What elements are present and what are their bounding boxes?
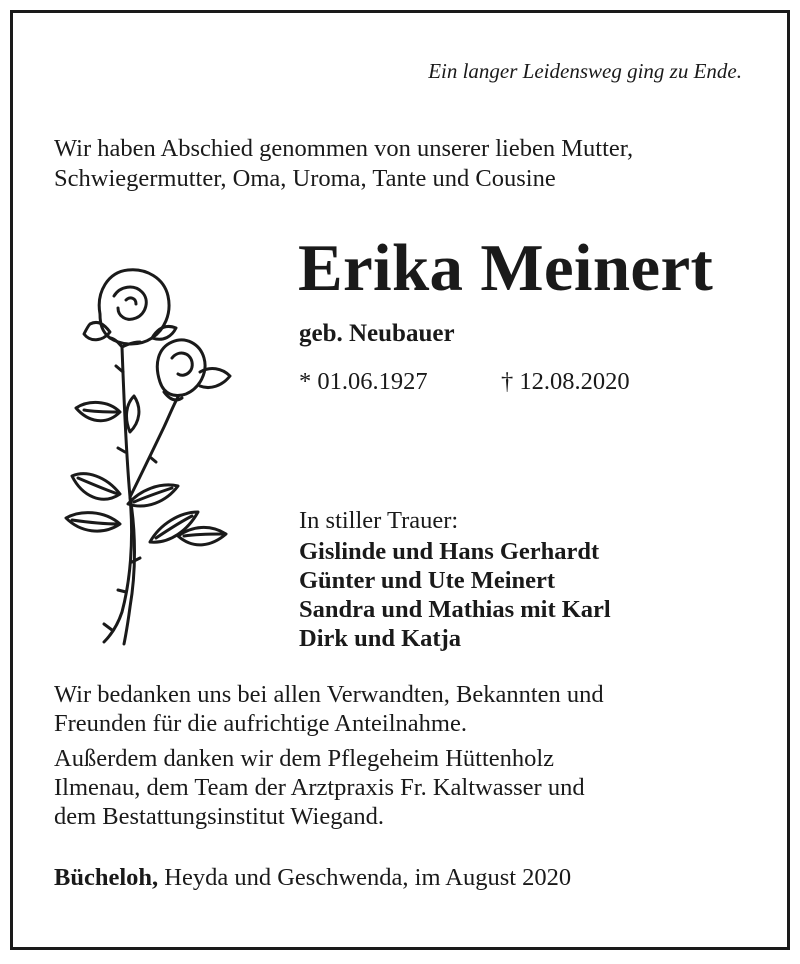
thanks-paragraph	[54, 680, 604, 738]
thanks-paragraph	[54, 744, 604, 831]
deceased-name: Erika Meinert	[298, 231, 714, 305]
mourner-entry: Günter und Ute Meinert	[299, 567, 556, 594]
closing-place: Bücheloh,	[54, 864, 159, 891]
thanks-line: Freunden für die aufrichtige Anteilnahme.	[54, 710, 467, 737]
mourner-entry: Gislinde und Hans Gerhardt	[299, 538, 600, 565]
closing-line	[54, 864, 571, 892]
intro-line: Schwiegermutter, Oma, Uroma, Tante und Cousine	[54, 165, 556, 192]
birth-date: * 01.06.1927	[299, 368, 428, 395]
closing-rest: Heyda und Geschwenda, im August 2020	[158, 864, 572, 891]
death-date: † 12.08.2020	[501, 368, 630, 395]
thanks-line: Außerdem danken wir dem Pflegeheim Hüttenholz	[54, 745, 555, 772]
life-dates	[299, 368, 630, 396]
intro-text	[54, 134, 633, 194]
mourner-entry: Dirk und Katja	[299, 625, 462, 652]
mourner-entry: Sandra und Mathias mit Karl	[299, 596, 611, 623]
thanks-text	[54, 680, 604, 837]
thanks-line: Ilmenau, dem Team der Arztpraxis Fr. Kaltwasser und	[54, 774, 585, 801]
mourners-list	[299, 537, 611, 653]
motto: Ein langer Leidensweg ging zu Ende.	[428, 59, 742, 83]
mourning-heading: In stiller Trauer:	[299, 507, 459, 534]
intro-line: Wir haben Abschied genommen von unserer lieben Mutter,	[54, 135, 634, 162]
thanks-line: dem Bestattungsinstitut Wiegand.	[54, 803, 384, 830]
maiden-name: geb. Neubauer	[299, 320, 455, 347]
rose-icon	[60, 262, 235, 647]
thanks-line: Wir bedanken uns bei allen Verwandten, Bekannten und	[54, 681, 604, 708]
